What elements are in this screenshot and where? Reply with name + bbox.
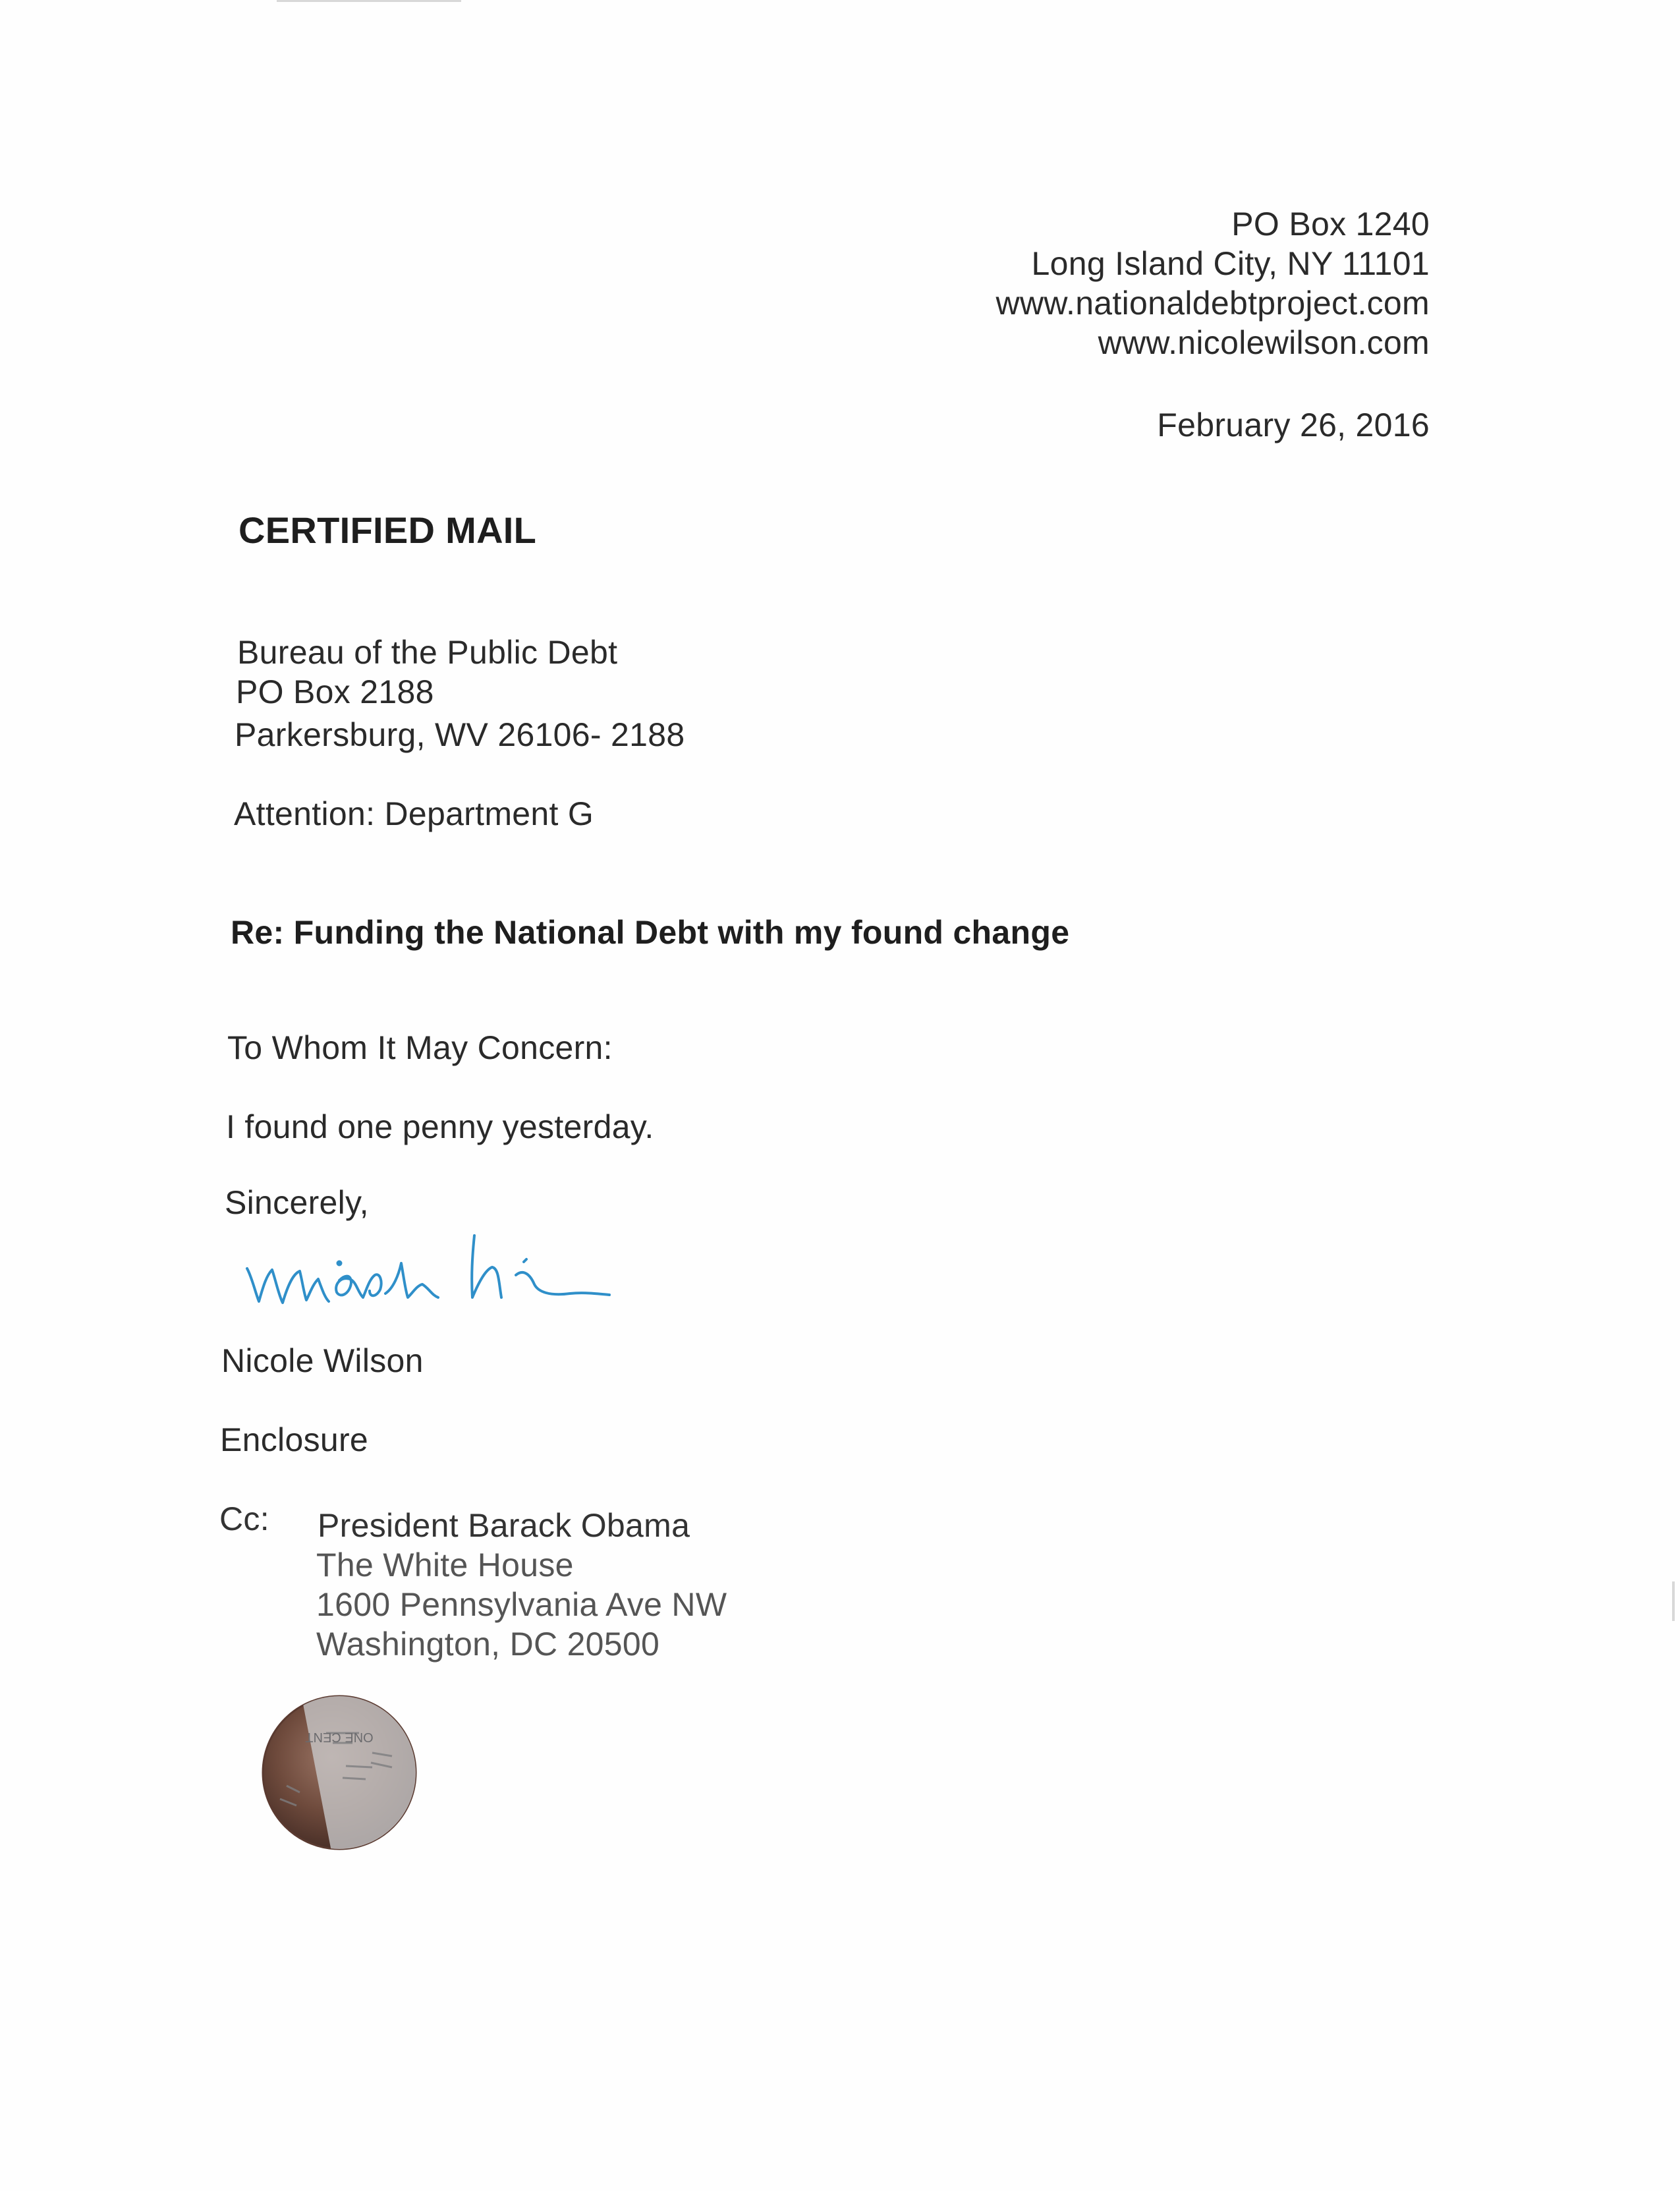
salutation: To Whom It May Concern: <box>227 1029 613 1066</box>
penny-inscription: ONE CENT <box>305 1730 374 1744</box>
subject-line: Re: Funding the National Debt with my found change <box>231 914 1070 951</box>
signer-name: Nicole Wilson <box>221 1342 424 1379</box>
closing: Sincerely, <box>225 1184 369 1221</box>
scan-artifact-top <box>277 0 461 2</box>
cc-name: President Barack Obama <box>318 1507 690 1544</box>
recipient-name: Bureau of the Public Debt <box>237 634 618 671</box>
scan-artifact-edge <box>1672 1581 1675 1621</box>
certified-mail-heading: CERTIFIED MAIL <box>238 509 537 551</box>
sender-website-1: www.nationaldebtproject.com <box>995 285 1430 322</box>
recipient-city-line: Parkersburg, WV 26106- 2188 <box>235 716 685 753</box>
cc-address-line-3: Washington, DC 20500 <box>316 1626 660 1663</box>
sender-website-2: www.nicolewilson.com <box>1098 324 1430 361</box>
taped-penny <box>260 1693 418 1852</box>
letter-date: February 26, 2016 <box>1157 407 1430 443</box>
enclosure-note: Enclosure <box>220 1421 369 1458</box>
handwritten-signature <box>240 1229 623 1321</box>
attention-line: Attention: Department G <box>234 795 594 832</box>
cc-address-line-1: The White House <box>316 1547 574 1583</box>
body-text: I found one penny yesterday. <box>226 1108 654 1145</box>
cc-label: Cc: <box>219 1500 269 1537</box>
cc-address-line-2: 1600 Pennsylvania Ave NW <box>316 1586 727 1623</box>
sender-city-line: Long Island City, NY 11101 <box>1031 245 1430 282</box>
recipient-po-box: PO Box 2188 <box>236 673 434 710</box>
sender-po-box: PO Box 1240 <box>1231 206 1430 242</box>
